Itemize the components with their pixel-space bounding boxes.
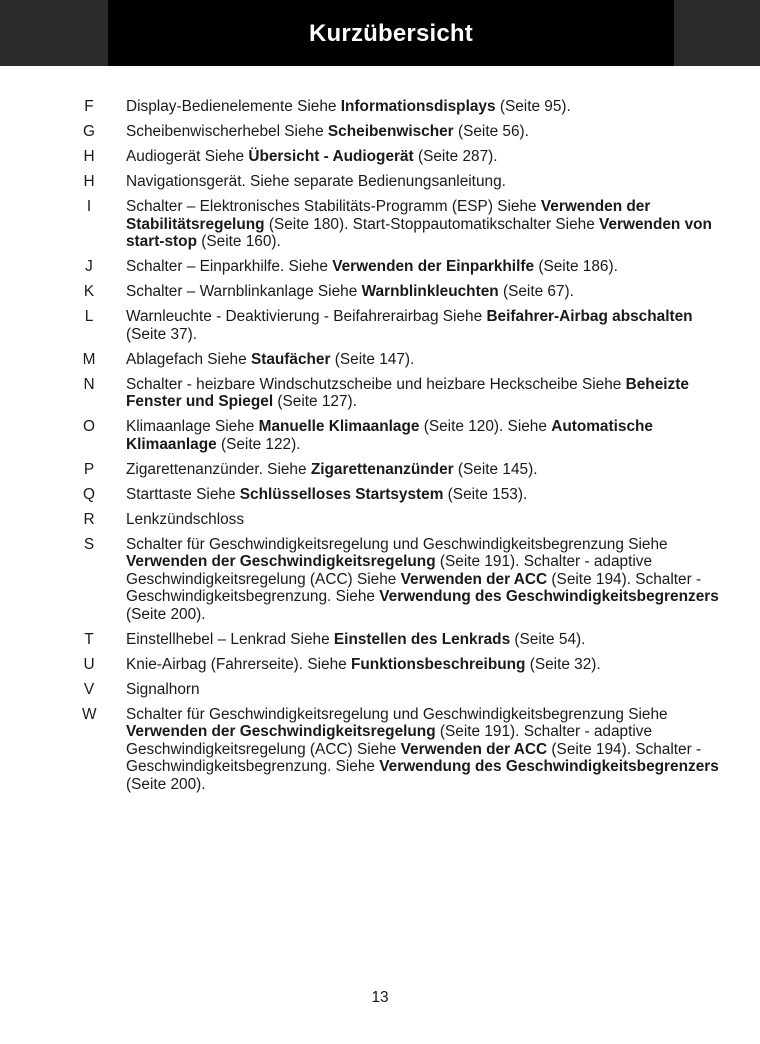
legend-description [126,511,726,529]
legend-description [126,173,726,191]
page-header [0,0,760,66]
description-text: (Seite 153). [443,485,528,503]
description-text: Schalter - heizbare Windschutzscheibe und heizbare Heckscheibe Siehe [126,375,626,393]
legend-entry [0,511,760,529]
legend-letter: N [83,375,95,393]
legend-description [126,123,726,141]
cross-reference-title: Verwenden der ACC [400,740,548,758]
description-text: Scheibenwischerhebel Siehe [126,123,328,140]
legend-entry [0,486,760,504]
legend-letter: K [83,283,95,300]
legend-description [126,376,726,411]
cross-reference-title: Zigarettenanzünder [310,460,454,478]
description-text: (Seite 186). [534,258,618,275]
description-text: Schalter – Elektronisches Stabilitäts-Programm (ESP) Siehe [126,198,541,215]
cross-reference-title: Verwendung des Geschwindigkeitsbegrenzers [379,588,719,605]
legend-description [126,351,726,369]
legend-entry [0,656,760,674]
legend-entry [0,148,760,166]
legend-letter: L [84,308,94,325]
cross-reference-title: Verwendung des Geschwindigkeitsbegrenzers [379,758,719,775]
description-text: Audiogerät Siehe [126,148,249,165]
description-text: (Seite 127). [273,393,357,410]
legend-letter: J [85,258,93,275]
description-text: Schalter für Geschwindigkeitsregelung und Geschwindigkeitsbegrenzung Siehe [126,705,668,723]
legend-description [126,486,726,504]
cross-reference-title: Verwenden der Geschwindigkeitsregelung [126,723,436,740]
description-text: Schalter – Warnblinkanlage Siehe [126,283,362,300]
legend-letter: W [82,705,97,723]
header-title-box [108,0,674,66]
cross-reference-title: Warnblinkleuchten [361,283,499,300]
legend-description [126,148,726,166]
cross-reference-title: Verwenden von start-stop [126,215,712,250]
legend-letter: I [86,198,92,215]
description-text: (Seite 191). Schalter - adaptive Geschwindigkeitsregelung (ACC) Siehe [126,723,653,758]
cross-reference-title: Verwenden der Einparkhilfe [332,258,535,275]
description-text: (Seite 194). Schalter - Geschwindigkeitsbegrenzung. Siehe [126,740,702,775]
legend-letter: V [83,680,95,698]
legend-letter: H [83,173,95,190]
legend-description [126,198,726,251]
description-text: (Seite 56). [453,123,529,140]
description-text: Zigarettenanzünder. Siehe [126,460,311,478]
description-text: (Seite 160). [196,233,281,250]
legend-list [0,98,760,801]
legend-letter: R [83,510,95,528]
legend-entry [0,173,760,191]
legend-entry [0,681,760,699]
legend-entry [0,536,760,624]
legend-entry [0,283,760,301]
cross-reference-title: Verwenden der Stabilitätsregelung [126,198,651,233]
legend-description [126,418,726,453]
legend-letter: U [83,655,95,673]
legend-description [126,656,726,674]
page-title: Kurzübersicht [309,20,473,47]
description-text: (Seite 287). [413,148,498,165]
legend-entry [0,706,760,794]
description-text: (Seite 54). [510,630,586,648]
legend-entry [0,418,760,453]
description-text: Klimaanlage Siehe [126,418,259,435]
cross-reference-title: Automatische Klimaanlage [126,418,653,453]
legend-entry [0,351,760,369]
legend-letter: P [83,460,95,478]
cross-reference-title: Funktionsbeschreibung [350,655,526,673]
legend-description [126,98,726,116]
cross-reference-title: Schlüsselloses Startsystem [239,485,444,503]
description-text: Knie-Airbag (Fahrerseite). Siehe [126,655,351,673]
legend-description [126,706,726,794]
legend-description [126,631,726,649]
legend-entry [0,198,760,251]
legend-entry [0,98,760,116]
description-text: (Seite 200). [126,605,206,623]
cross-reference-title: Staufächer [250,350,331,368]
description-text: Warnleuchte - Deaktivierung - Beifahrerairbag Siehe [126,308,487,325]
description-text: Ablagefach Siehe [126,350,251,368]
legend-description [126,258,726,276]
legend-letter: Q [83,485,95,503]
description-text: Signalhorn [126,680,200,698]
legend-description [126,308,726,343]
description-text: (Seite 122). [216,435,301,453]
description-text: Display-Bedienelemente Siehe [126,98,341,115]
legend-letter: F [84,98,94,115]
description-text: Schalter – Einparkhilfe. Siehe [126,258,333,275]
description-text: (Seite 32). [525,655,601,673]
description-text: (Seite 180). Start-Stoppautomatikschalter Siehe [264,215,600,233]
legend-description [126,461,726,479]
legend-letter: O [83,418,95,435]
legend-letter: G [83,123,95,140]
description-text: Lenkzündschloss [126,510,245,528]
legend-entry [0,308,760,343]
legend-description [126,681,726,699]
cross-reference-title: Einstellen des Lenkrads [333,630,511,648]
legend-letter: H [83,148,95,165]
page-number: 13 [371,989,389,1006]
cross-reference-title: Manuelle Klimaanlage [258,418,420,435]
cross-reference-title: Informationsdisplays [340,98,496,115]
legend-entry [0,631,760,649]
legend-letter: S [83,535,95,553]
description-text: (Seite 120). Siehe [419,418,552,435]
legend-letter: T [84,630,94,648]
description-text: (Seite 200). [126,775,206,793]
cross-reference-title: Beifahrer-Airbag abschalten [486,308,693,325]
description-text: Schalter für Geschwindigkeitsregelung und Geschwindigkeitsbegrenzung Siehe [126,535,668,553]
description-text: Navigationsgerät. Siehe separate Bedienungsanleitung. [126,173,506,190]
cross-reference-title: Übersicht - Audiogerät [248,148,414,165]
description-text: (Seite 37). [126,325,198,343]
description-text: (Seite 191). Schalter - adaptive Geschwindigkeitsregelung (ACC) Siehe [126,553,653,588]
cross-reference-title: Beheizte Fenster und Spiegel [126,375,689,410]
cross-reference-title: Verwenden der ACC [400,570,548,588]
description-text: (Seite 95). [495,98,571,115]
cross-reference-title: Verwenden der Geschwindigkeitsregelung [126,553,436,570]
description-text: (Seite 147). [330,350,415,368]
description-text: (Seite 145). [453,460,538,478]
cross-reference-title: Scheibenwischer [327,123,454,140]
legend-entry [0,461,760,479]
description-text: (Seite 194). Schalter - Geschwindigkeitsbegrenzung. Siehe [126,570,702,605]
legend-entry [0,123,760,141]
description-text: Starttaste Siehe [126,485,240,503]
legend-description [126,536,726,624]
legend-letter: M [82,350,96,368]
legend-description [126,283,726,301]
description-text: Einstellhebel – Lenkrad Siehe [126,630,334,648]
legend-entry [0,258,760,276]
legend-entry [0,376,760,411]
description-text: (Seite 67). [498,283,574,300]
